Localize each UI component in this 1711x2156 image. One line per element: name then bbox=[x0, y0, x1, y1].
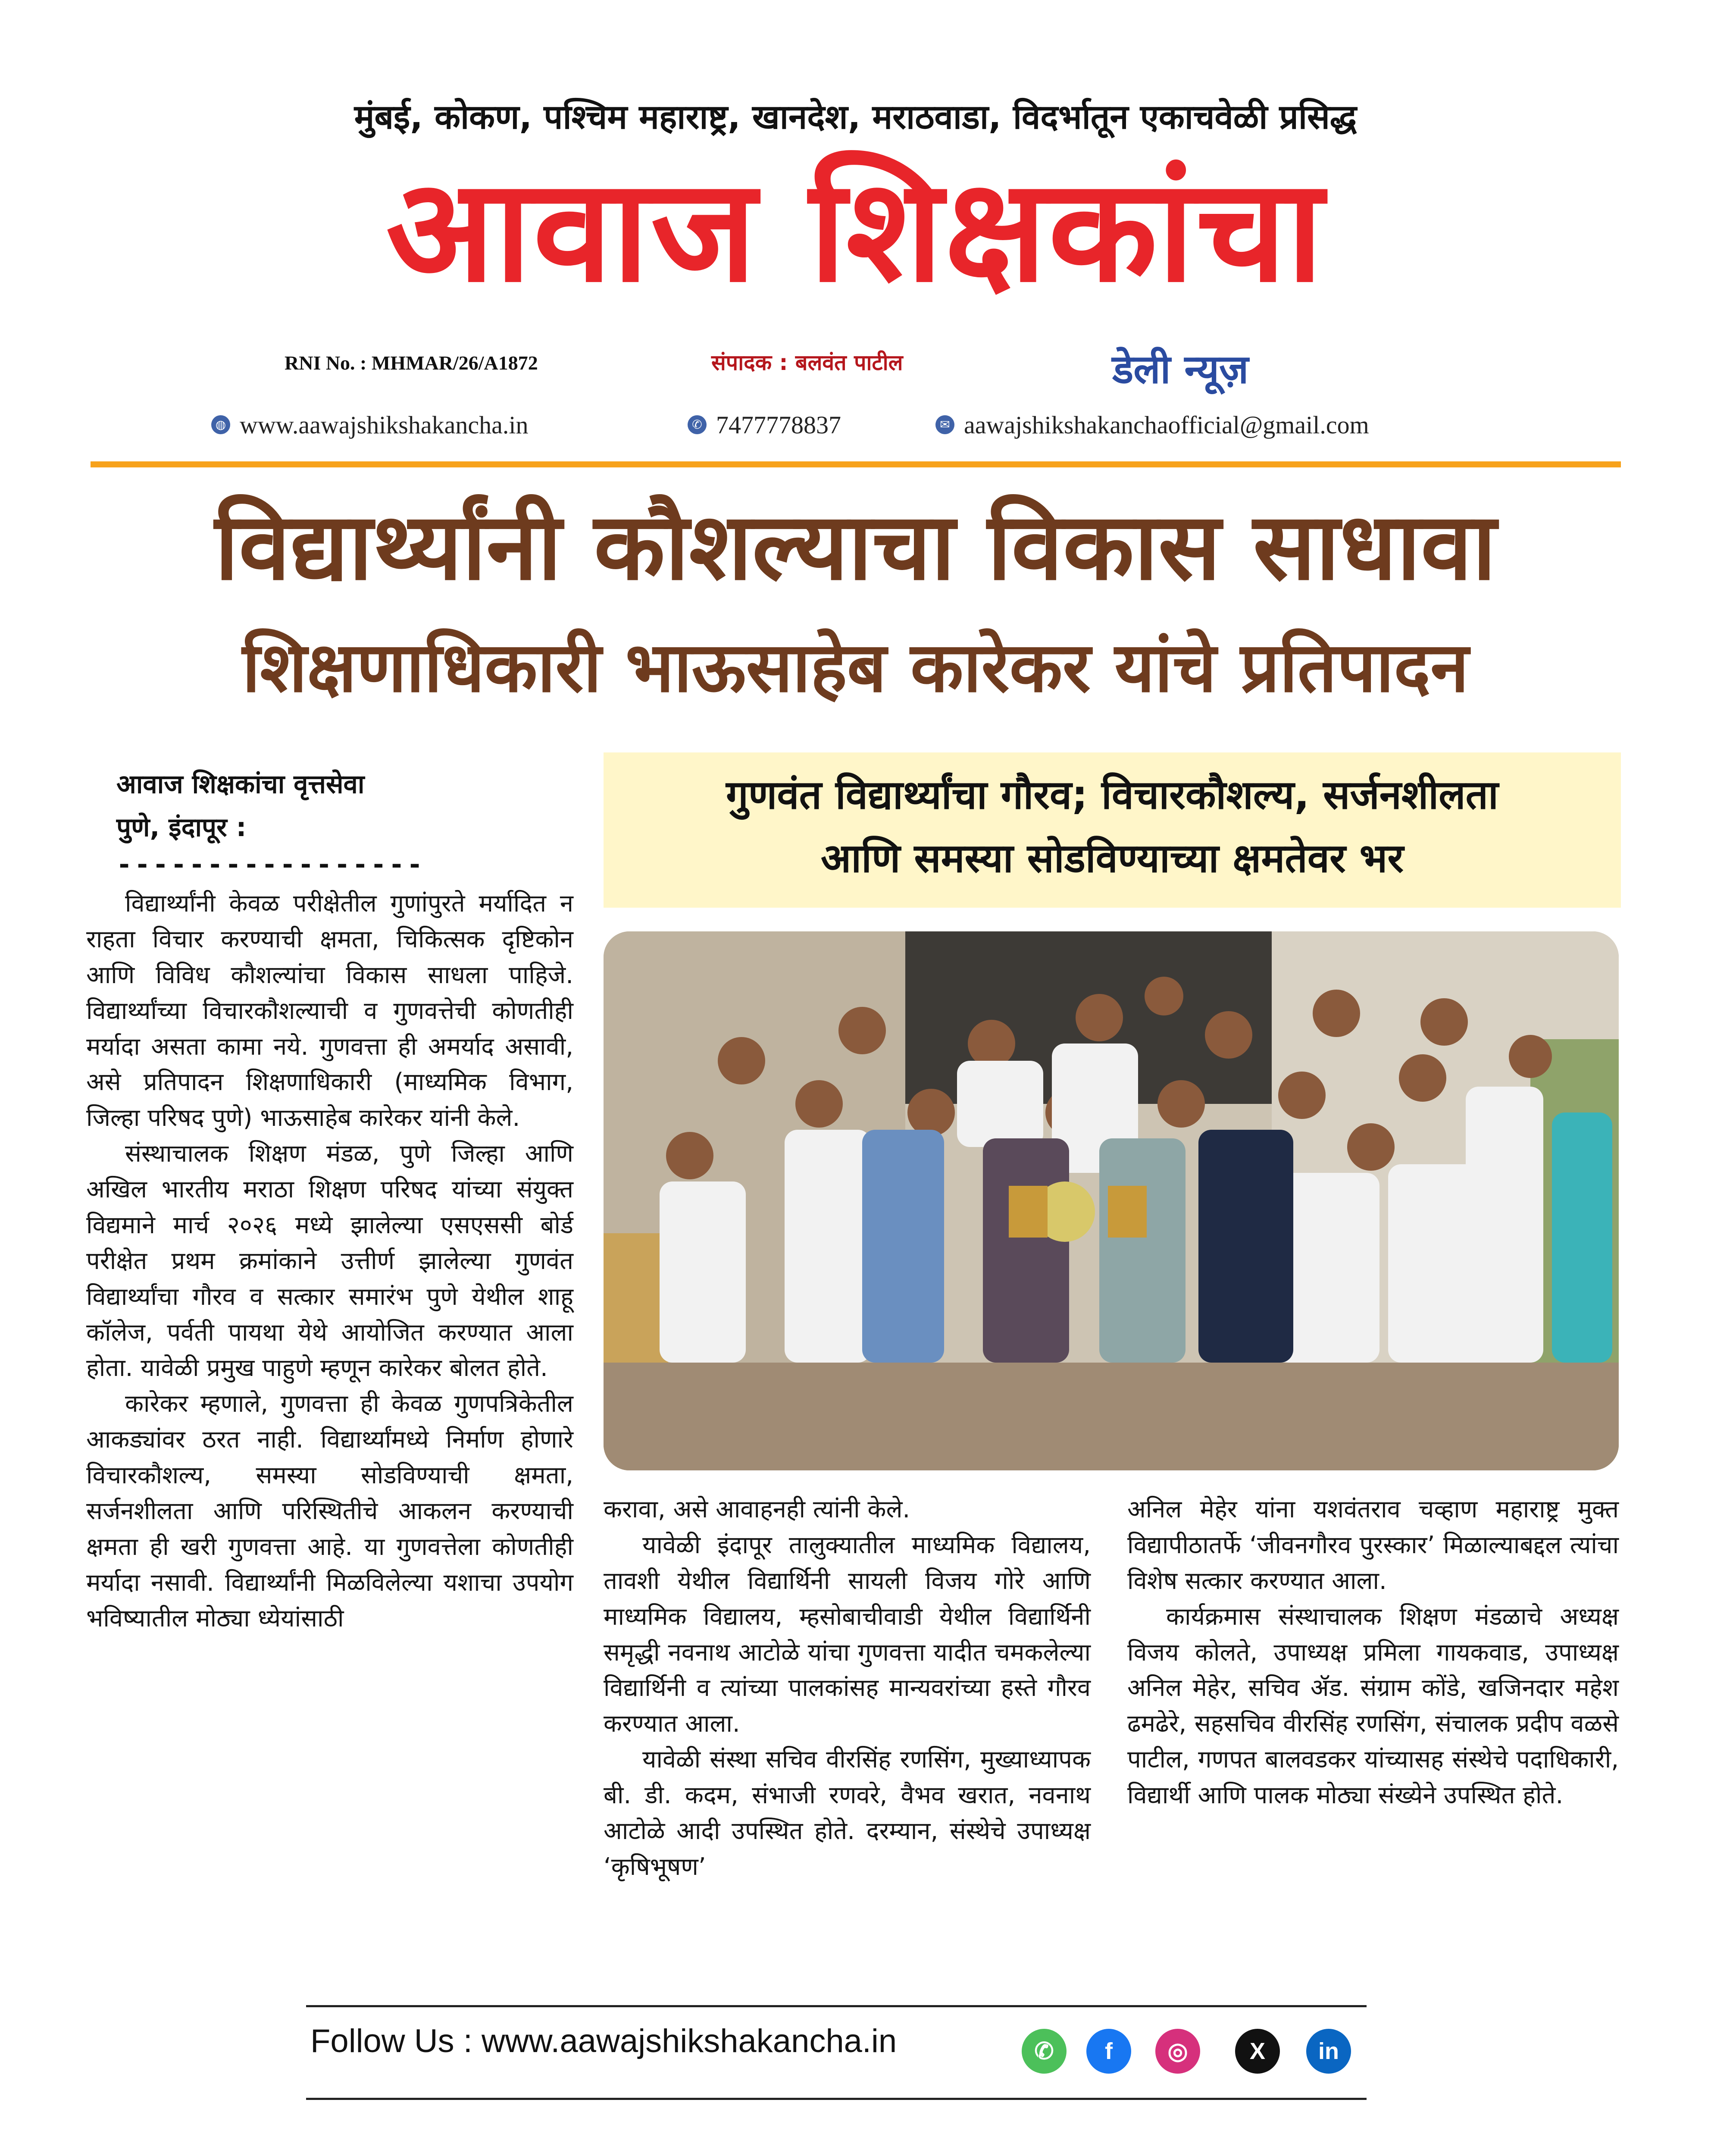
linkedin-icon[interactable]: in bbox=[1306, 2029, 1351, 2074]
header-divider bbox=[91, 461, 1621, 467]
headline: विद्यार्थ्यांनी कौशल्याचा विकास साधावा bbox=[215, 492, 1496, 601]
website-link[interactable]: www.aawajshikshakancha.in bbox=[240, 411, 529, 439]
paragraph: करावा, असे आवाहनही त्यांनी केले. bbox=[604, 1495, 910, 1523]
deck-line-2: आणि समस्या सोडविण्याच्या क्षमतेवर भर bbox=[821, 835, 1404, 882]
paragraph: विद्यार्थ्यांनी केवळ परीक्षेतील गुणांपुरते मर्यादित न राहता विचार करण्याची क्षमता, चिकित्सक दृष्टिकोन आणि विविध कौशल्यांचा विकास साधला पाहिजे. विद्यार्थ्यांच्या विचारकौशल्याची व गुणवत्तेची कोणतीही मर्यादा असता कामा नये. गुणवत्ता ही अमर्याद असावी, असे प्रतिपादन शिक्षणाधिकारी (माध्यमिक विभाग, जिल्हा परिषद पुणे) भाऊसाहेब कारेकर यांनी केले. bbox=[86, 890, 573, 1132]
paragraph: कार्यक्रमास संस्थाचालक शिक्षण मंडळाचे अध्यक्ष विजय कोलते, उपाध्यक्ष प्रमिला गायकवाड, उपाध्यक्ष अनिल मेहेर, सचिव ॲड. संग्राम कोंडे, खजिनदार महेश ढमढेरे, सहसचिव वीरसिंह रणसिंग, संचालक प्रदीप वळसे पाटील, गणपत बालवडकर यांच्यासह संस्थेचे पदाधिकारी, विद्यार्थी आणि पालक मोठ्या संख्येने उपस्थित होते. bbox=[1127, 1602, 1619, 1809]
article-column-2 bbox=[604, 1492, 1091, 1885]
deck-line-1: गुणवंत विद्यार्थ्यांचा गौरव; विचारकौशल्य, सर्जनशीलता bbox=[726, 772, 1498, 818]
article-column-1 bbox=[86, 886, 573, 1636]
mail-icon: ✉ bbox=[935, 415, 954, 434]
phone-contact[interactable] bbox=[688, 407, 841, 442]
masthead-title: आवाज शिक्षकांचा bbox=[386, 148, 1325, 313]
footer-rule-bottom bbox=[306, 2098, 1367, 2100]
x-icon[interactable]: X bbox=[1235, 2029, 1280, 2074]
follow-us-text[interactable]: Follow Us : www.aawajshikshakancha.in bbox=[310, 2023, 897, 2059]
website-contact[interactable] bbox=[211, 407, 528, 442]
paragraph: यावेळी इंदापूर तालुक्यातील माध्यमिक विद्यालय, तावशी येथील विद्यार्थिनी सायली विजय गोरे आणि माध्यमिक विद्यालय, म्हसोबाचीवाडी येथील विद्यार्थिनी समृद्धी नवनाथ आटोळे यांचा गुणवत्ता यादीत चमकलेल्या विद्यार्थिनी व त्यांच्या पालकांसह मान्यवरांच्या हस्ते गौरव करण्यात आला. bbox=[604, 1531, 1091, 1738]
email-address[interactable]: aawajshikshakanchaofficial@gmail.com bbox=[964, 411, 1369, 439]
paragraph: अनिल मेहेर यांना यशवंतराव चव्हाण महाराष्ट्र मुक्त विद्यापीठातर्फे ‘जीवनगौरव पुरस्कार’ मिळाल्याबद्दल त्यांचा विशेष सत्कार करण्यात आला. bbox=[1127, 1495, 1619, 1595]
subheadline: शिक्षणाधिकारी भाऊसाहेब कारेकर यांचे प्रतिपादन bbox=[242, 627, 1469, 708]
deck bbox=[604, 763, 1621, 890]
email-contact[interactable] bbox=[935, 407, 1369, 442]
byline-separator: ----------------- bbox=[116, 849, 425, 880]
globe-icon: ◍ bbox=[211, 415, 230, 434]
daily-news-label: डेली न्यूज़ bbox=[1112, 346, 1249, 392]
byline-place: पुणे, इंदापूर : bbox=[116, 812, 247, 843]
paragraph: कारेकर म्हणाले, गुणवत्ता ही केवळ गुणपत्रिकेतील आकड्यांवर ठरत नाही. विद्यार्थ्यांमध्ये निर्माण होणारे विचारकौशल्य, समस्या सोडविण्याची क्षमता, सर्जनशीलता आणि परिस्थितीचे आकलन करण्याची क्षमता ही खरी गुणवत्ता आहे. या गुणवत्तेला कोणतीही मर्यादा नसावी. विद्यार्थ्यांनी मिळविलेल्या यशाचा उपयोग भविष्यातील मोठ्या ध्येयांसाठी bbox=[86, 1390, 573, 1633]
whatsapp-icon[interactable]: ✆ bbox=[1022, 2029, 1067, 2074]
paragraph: यावेळी संस्था सचिव वीरसिंह रणसिंग, मुख्याध्यापक बी. डी. कदम, संभाजी रणवरे, वैभव खरात, नवनाथ आटोळे आदी उपस्थित होते. दरम्यान, संस्थेचे उपाध्यक्ष ‘कृषिभूषण’ bbox=[604, 1745, 1091, 1881]
paragraph: संस्थाचालक शिक्षण मंडळ, पुणे जिल्हा आणि अखिल भारतीय मराठा शिक्षण परिषद यांच्या संयुक्त विद्यमाने मार्च २०२६ मध्ये झालेल्या एसएससी बोर्ड परीक्षेत प्रथम क्रमांकाने उत्तीर्ण झालेल्या गुणवंत विद्यार्थ्यांचा गौरव व सत्कार समारंभ पुणे येथील शाहू कॉलेज, पर्वती पायथा येथे आयोजित करण्यात आला होता. यावेळी प्रमुख पाहुणे म्हणून कारेकर बोलत होते. bbox=[86, 1140, 573, 1382]
group-photo bbox=[604, 931, 1619, 1470]
rni-number: RNI No. : MHMAR/26/A1872 bbox=[285, 352, 538, 374]
byline-service: आवाज शिक्षकांचा वृत्तसेवा bbox=[116, 769, 365, 799]
facebook-icon[interactable]: f bbox=[1086, 2029, 1131, 2074]
footer-rule-top bbox=[306, 2005, 1367, 2007]
phone-icon: ✆ bbox=[688, 415, 707, 434]
tagline: मुंबई, कोकण, पश्चिम महाराष्ट्र, खानदेश, मराठवाडा, विदर्भातून एकाचवेळी प्रसिद्ध bbox=[354, 98, 1357, 137]
article-column-3 bbox=[1127, 1492, 1619, 1814]
editor-name: संपादक : बलवंत पाटील bbox=[711, 350, 903, 375]
phone-number[interactable]: 7477778837 bbox=[716, 411, 841, 439]
instagram-icon[interactable]: ◎ bbox=[1155, 2029, 1200, 2074]
